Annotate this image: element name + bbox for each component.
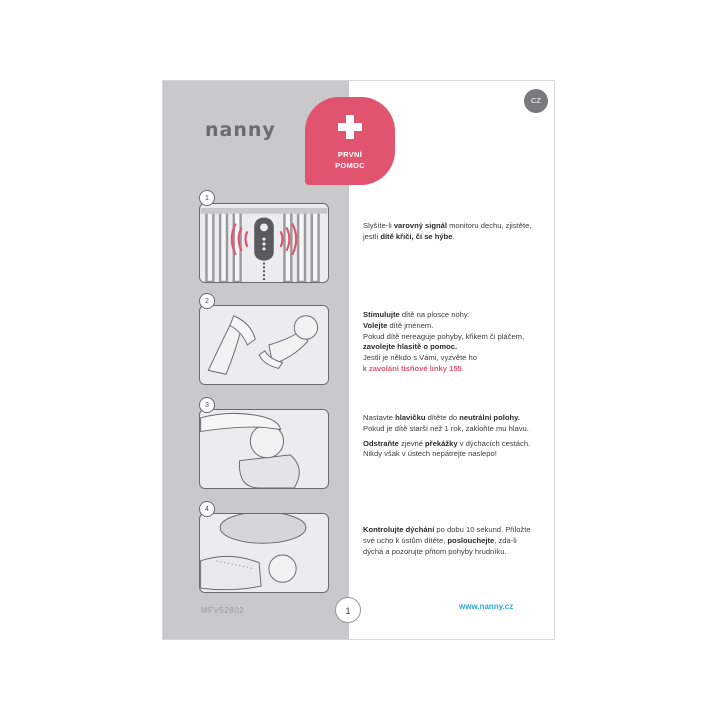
step-number-3: 3 — [199, 397, 215, 413]
page-number: 1 — [335, 597, 361, 623]
first-aid-leaflet-page — [162, 80, 555, 640]
product-code: MFV52802 — [201, 606, 245, 615]
check-baby-breathing-illustration — [199, 513, 329, 593]
badge-line-2: POMOC — [335, 161, 365, 170]
badge-line-1: PRVNÍ — [337, 150, 363, 159]
stimulate-baby-foot-illustration — [199, 305, 329, 385]
step-4-text: Kontrolujte dýchání po dobu 10 sekund. Přiložte své ucho k ústům dítěte, poslouchejte, zda-li dýchá a pozorujte přitom pohyby hrudníku. — [363, 525, 531, 556]
language-badge: CZ — [524, 89, 548, 113]
website-link[interactable]: www.nanny.cz — [459, 602, 514, 611]
step-number-4: 4 — [199, 501, 215, 517]
step-1-text: Slyšíte-li varovný signál monitoru dechu, zjistěte, jestli dítě křičí, či se hýbe. — [363, 221, 532, 241]
step-2-text: Stimulujte dítě na plosce nohy. Volejte dítě jménem. Pokud dítě nereaguje pohyby, křikem či pláčem, zavolejte hlasitě o pomoc. Jestli je někdo s Vámi, vyzvěte ho k zavolání tísňové linky 155. — [363, 310, 525, 373]
medical-cross-icon — [338, 115, 362, 139]
step-3-text: Nastavte hlavičku dítěte do neutrální polohy. Pokud je dítě starší než 1 rok, zakloňte mu hlavu. Odstraňte zjevné překážky v dýchacích cestách. Nikdy však v ústech nepátrejte naslepo! — [363, 413, 531, 459]
step-number-1: 1 — [199, 190, 215, 206]
step-number-2: 2 — [199, 293, 215, 309]
first-aid-badge — [305, 97, 395, 185]
baby-monitor-crib-alarm-illustration — [199, 203, 329, 283]
tilt-baby-head-illustration — [199, 409, 329, 489]
nanny-logo: nanny — [205, 119, 276, 141]
